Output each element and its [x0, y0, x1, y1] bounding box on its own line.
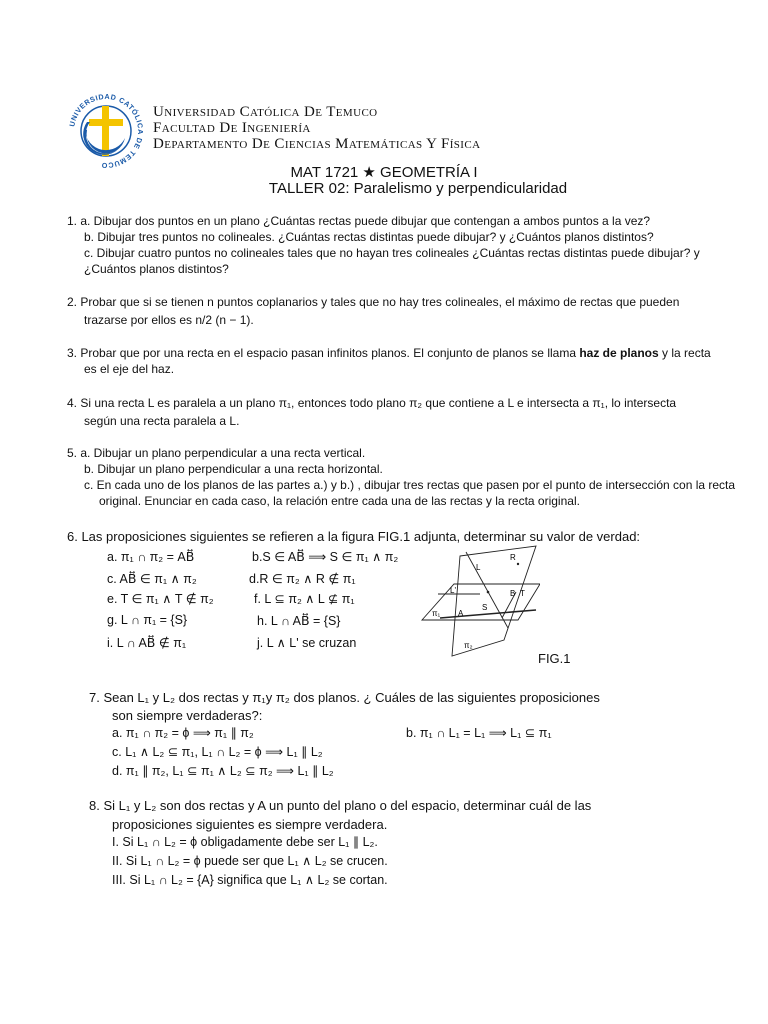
q5-line4: original. Enunciar en cada caso, la relación entre cada una de las rectas y la recta original. [99, 494, 580, 508]
q2-line1: 2. Probar que si se tienen n puntos coplanarios y tales que no hay tres colineales, el máximo de rectas que pueden [67, 295, 680, 309]
fig-label-A: A [458, 609, 464, 618]
q6-e: e. T ∈ π₁ ∧ T ∉ π₂ [107, 592, 214, 606]
line-L [466, 552, 508, 628]
q2-line2: trazarse por ellos es n/2 (n − 1). [84, 313, 254, 327]
plane-pi2 [452, 546, 536, 656]
q7-b: b. π₁ ∩ L₁ = L₁ ⟹ L₁ ⊆ π₁ [406, 726, 552, 740]
university-logo [63, 92, 149, 170]
fig-label-B: B [510, 589, 516, 598]
q3-text-c: y la recta [658, 346, 711, 360]
q8-II: II. Si L₁ ∩ L₂ = ϕ puede ser que L₁ ∧ L₂ se crucen. [112, 854, 388, 868]
q5-line2: b. Dibujar un plano perpendicular a una recta horizontal. [84, 462, 383, 476]
q7-intro2: son siempre verdaderas?: [112, 708, 263, 723]
q6-intro: 6. Las proposiciones siguientes se refieren a la figura FIG.1 adjunta, determinar su valor de verdad: [67, 529, 641, 544]
q5-line3: c. En cada uno de los planos de las partes a.) y b.) , dibujar tres rectas que pasen por el punto de intersección con la recta [84, 478, 736, 492]
q7-a: a. π₁ ∩ π₂ = ϕ ⟹ π₁ ∥ π₂ [112, 726, 254, 740]
q5-line1: 5. a. Dibujar un plano perpendicular a una recta vertical. [67, 446, 366, 460]
q4-line1: 4. Si una recta L es paralela a un plano π₁, entonces todo plano π₂ que contiene a L e intersecta a π₁, lo intersecta [67, 396, 677, 410]
q6-i: i. L ∩ AB⃡ ∉ π₁ [107, 636, 187, 650]
header-faculty: Facultad De Ingeniería [153, 120, 311, 136]
q7-d: d. π₁ ∥ π₂, L₁ ⊆ π₁ ∧ L₂ ⊆ π₂ ⟹ L₁ ∥ L₂ [112, 764, 334, 778]
q7-intro1: 7. Sean L₁ y L₂ dos rectas y π₁y π₂ dos planos. ¿ Cuáles de las siguientes proposiciones [89, 690, 600, 705]
q6-d: d.R ∈ π₂ ∧ R ∉ π₁ [249, 572, 356, 586]
point-S [487, 591, 490, 594]
course-title: MAT 1721 ★ GEOMETRÍA I [290, 164, 478, 181]
q8-intro1: 8. Si L₁ y L₂ son dos rectas y A un punto del plano o del espacio, determinar cuál de las [89, 798, 592, 813]
q1-line1: 1. a. Dibujar dos puntos en un plano ¿Cuántas rectas puede dibujar que contengan a ambos puntos a la vez? [67, 214, 651, 228]
q3-line1 [67, 345, 711, 361]
q3-text-a: 3. Probar que por una recta en el espacio pasan infinitos planos. El conjunto de planos se llama [67, 346, 580, 360]
q6-f: f. L ⊆ π₂ ∧ L ⊈ π₁ [254, 592, 355, 606]
header-department: Departamento De Ciencias Matemáticas Y Física [153, 136, 481, 152]
q7-c: c. L₁ ∧ L₂ ⊆ π₁, L₁ ∩ L₂ = ϕ ⟹ L₁ ∥ L₂ [112, 745, 323, 759]
q6-g: g. L ∩ π₁ = {S} [107, 613, 188, 627]
q3-line2: es el eje del haz. [84, 362, 175, 376]
haz-de-planos-term: haz de planos [579, 346, 659, 360]
q8-I: I. Si L₁ ∩ L₂ = ϕ obligadamente debe ser L₁ ∥ L₂. [112, 835, 378, 849]
header-university: Universidad Católica De Temuco [153, 104, 378, 120]
q8-III: III. Si L₁ ∩ L₂ = {A} significa que L₁ ∧ L₂ se cortan. [112, 873, 388, 887]
fig-label-R: R [510, 553, 516, 562]
taller-title: TALLER 02: Paralelismo y perpendicularidad [268, 180, 568, 197]
point-R [517, 563, 519, 565]
q6-j: j. L ∧ L' se cruzan [257, 636, 357, 650]
fig-label-pi1: π₁ [432, 609, 441, 618]
q6-c: c. AB⃡ ∈ π₁ ∧ π₂ [107, 572, 197, 586]
fig-label-Lprime: L' [450, 586, 456, 595]
q6-h: h. L ∩ AB⃡ = {S} [257, 614, 341, 628]
fig-label-S: S [482, 603, 488, 612]
q1-line3: c. Dibujar cuatro puntos no colineales tales que no hayan tres colineales ¿Cuántas rectas distintas puede dibujar? y [84, 246, 700, 260]
q4-line2: según una recta paralela a L. [84, 414, 240, 428]
fig1-caption: FIG.1 [538, 651, 571, 666]
fig-label-T: T [520, 589, 525, 598]
fig-label-L: L [476, 563, 481, 572]
q6-a: a. π₁ ∩ π₂ = AB⃡ [107, 550, 195, 564]
q8-intro2: proposiciones siguientes es siempre verdadera. [112, 817, 388, 832]
q1-line2: b. Dibujar tres puntos no colineales. ¿Cuántas rectas distintas puede dibujar? y ¿Cuántos planos distintos? [84, 230, 654, 244]
logo-ring-text: UNIVERSIDAD CATÓLICA DE TEMUCO [67, 92, 146, 170]
fig-label-pi2: π₂ [464, 641, 473, 650]
q6-b: b.S ∈ AB⃡ ⟹ S ∈ π₁ ∧ π₂ [252, 550, 399, 564]
q1-line4: ¿Cuántos planos distintos? [84, 262, 229, 276]
fig1-diagram [418, 544, 540, 668]
